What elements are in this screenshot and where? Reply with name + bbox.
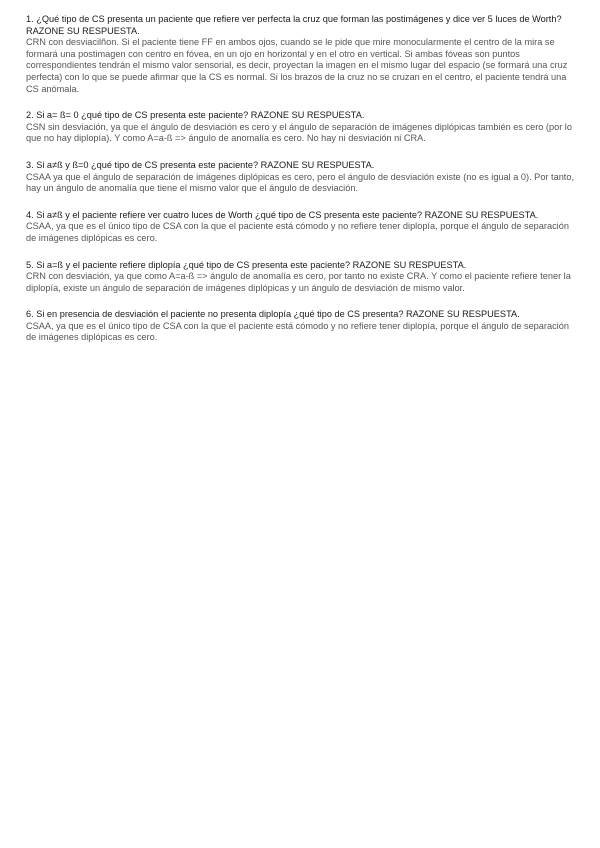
answer-text: CSAA, ya que es el único tipo de CSA con la que el paciente está cómodo y no refiere tener diplopía, porque el ángulo de separación de imágenes diplópicas es cero. — [26, 320, 569, 343]
answer-text: CRN con desviacilñon. Si el paciente tiene FF en ambos ojos, cuando se le pide que mire monocularmente el centro de la mira se formará una postimagen con centro en fóvea, en un ojo en horizontal y en el otro en vertical. Si ambas fóveas son puntos correspondientes tendrán el mismo valor sensorial, es decir, proyectan la imagen en el mismo lugar del espacio (se formará una cruz perfecta) con lo que se puede afirmar que la CS es normal. Si los brazos de la cruz no se cruzan en el centro, el paciente tendrá una CS anómala. — [26, 37, 568, 94]
question-block-5 — [26, 260, 578, 295]
answer-text: CSAA, ya que es el único tipo de CSA con la que el paciente está cómodo y no refiere tener diplopía, porque el ángulo de separación de imágenes diplópicas es cero. — [26, 221, 569, 243]
question-text: 1. ¿Qué tipo de CS presenta un paciente que refiere ver perfecta la cruz que forman las postimágenes y dice ver 5 luces de Worth? RAZONE SU RESPUESTA. — [26, 14, 562, 36]
question-text: 5. Si a=ß y el paciente refiere diplopía ¿qué tipo de CS presenta este paciente? RAZONE SU RESPUESTA. — [26, 259, 467, 270]
question-text: 6. Si en presencia de desviación el paciente no presenta diplopía ¿qué tipo de CS presenta? RAZONE SU RESPUESTA. — [26, 309, 520, 320]
question-block-4 — [26, 210, 578, 245]
question-text: 2. Si a= ß= 0 ¿qué tipo de CS presenta este paciente? RAZONE SU RESPUESTA. — [26, 110, 365, 121]
answer-text: CSAA ya que el ángulo de separación de imágenes diplópicas es cero, pero el ángulo de desviación existe (no es igual a 0). Por tanto, hay un ángulo de anomalía que tiene el mismo valor que el ángulo de desviación. — [26, 171, 575, 194]
question-text: 3. Si a≠ß y ß=0 ¿qué tipo de CS presenta este paciente? RAZONE SU RESPUESTA. — [26, 159, 375, 170]
answer-text: CRN con desviación, ya que como A=a-ß => ángulo de anomalía es cero, por tanto no existe CRA. Y como el paciente refiere tener la diplopía, existe un ángulo de separación de imágenes diplópicas y un ángulo de desviación de mismo valor. — [26, 271, 571, 293]
question-block-6 — [26, 309, 578, 344]
question-text: 4. Si a≠ß y el paciente refiere ver cuatro luces de Worth ¿qué tipo de CS presenta este paciente? RAZONE SU RESPUESTA. — [26, 209, 539, 220]
question-block-1 — [26, 14, 578, 95]
answer-text: CSN sin desviación, ya que el ángulo de desviación es cero y el ángulo de separación de imágenes diplópicas también es cero (por lo que no hay diplopía). Y como A=a-ß => ángulo de anomalía es cero. No hay ni desviación ni CRA. — [26, 121, 572, 144]
question-block-2 — [26, 110, 578, 145]
question-block-3 — [26, 160, 578, 195]
